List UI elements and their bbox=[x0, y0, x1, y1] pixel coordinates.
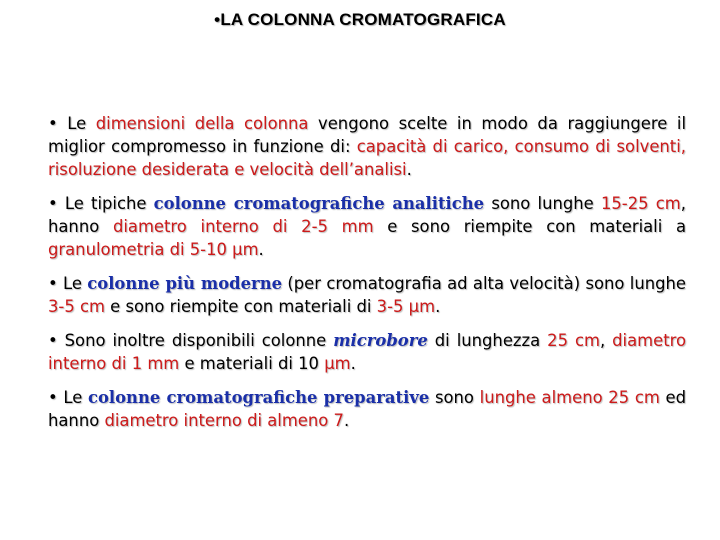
para4-seg4: , bbox=[599, 331, 613, 350]
para3-seg1: colonne più moderne bbox=[87, 274, 283, 293]
para2-seg6: e sono riempite con materiali a bbox=[373, 217, 687, 236]
para2-seg5: diametro interno di 2-5 mm bbox=[112, 217, 374, 236]
para4-seg0: • Sono inoltre disponibili colonne bbox=[48, 331, 334, 350]
paragraph-analytic-columns bbox=[48, 192, 686, 261]
para3-seg2: (per cromatografia ad alta velocità) sono lunghe bbox=[282, 274, 686, 293]
para5-seg6: . bbox=[343, 411, 350, 430]
para2-seg4: , hanno bbox=[48, 194, 686, 236]
para3-seg6: . bbox=[435, 297, 441, 316]
paragraph-preparative-columns bbox=[48, 386, 686, 432]
para4-seg7: μm bbox=[324, 354, 351, 373]
para5-seg0: • Le bbox=[48, 388, 88, 407]
para4-seg1: microbore bbox=[333, 331, 428, 350]
para2-seg1: colonne cromatografiche analitiche bbox=[153, 194, 485, 213]
para5-seg4: ed hanno bbox=[48, 388, 687, 430]
para3-seg4: e sono riempite con materiali di bbox=[104, 297, 377, 316]
para3-seg0: • Le bbox=[48, 274, 88, 293]
para1-seg4: . bbox=[406, 160, 412, 179]
para2-seg3: 15-25 cm bbox=[600, 194, 681, 213]
para2-seg8: . bbox=[258, 240, 264, 259]
para4-seg6: e materiali di 10 bbox=[179, 354, 325, 373]
para1-seg2: vengono scelte in modo da raggiungere il miglior compromesso in funzione di: bbox=[48, 114, 686, 156]
para5-seg3: lunghe almeno 25 cm bbox=[479, 388, 660, 407]
para3-seg5: 3-5 μm bbox=[376, 297, 436, 316]
paragraph-microbore-columns bbox=[48, 329, 686, 375]
para2-seg7: granulometria di 5-10 μm bbox=[48, 240, 259, 259]
para1-seg0: • Le bbox=[48, 114, 96, 133]
para1-seg1: dimensioni della colonna bbox=[95, 114, 309, 133]
para3-seg3: 3-5 cm bbox=[48, 297, 105, 316]
para4-seg2: di lunghezza bbox=[427, 331, 548, 350]
slide-body bbox=[48, 112, 686, 443]
para1-seg3: capacità di carico, consumo di solventi, risoluzione desiderata e velocità dell’analisi bbox=[48, 137, 686, 179]
para4-seg8: . bbox=[350, 354, 356, 373]
para4-seg3: 25 cm bbox=[547, 331, 600, 350]
slide-title: •LA COLONNA CROMATOGRAFICA bbox=[214, 10, 506, 29]
para5-seg2: sono bbox=[429, 388, 480, 407]
para2-seg0: • Le tipiche bbox=[48, 194, 154, 213]
para2-seg2: sono lunghe bbox=[484, 194, 601, 213]
para4-seg5: diametro interno di 1 mm bbox=[48, 331, 687, 373]
para5-seg5: diametro interno di almeno 7 bbox=[104, 411, 344, 430]
para5-seg1: colonne cromatografiche preparative bbox=[87, 388, 430, 407]
paragraph-dimensions bbox=[48, 112, 686, 181]
paragraph-modern-columns bbox=[48, 272, 686, 318]
